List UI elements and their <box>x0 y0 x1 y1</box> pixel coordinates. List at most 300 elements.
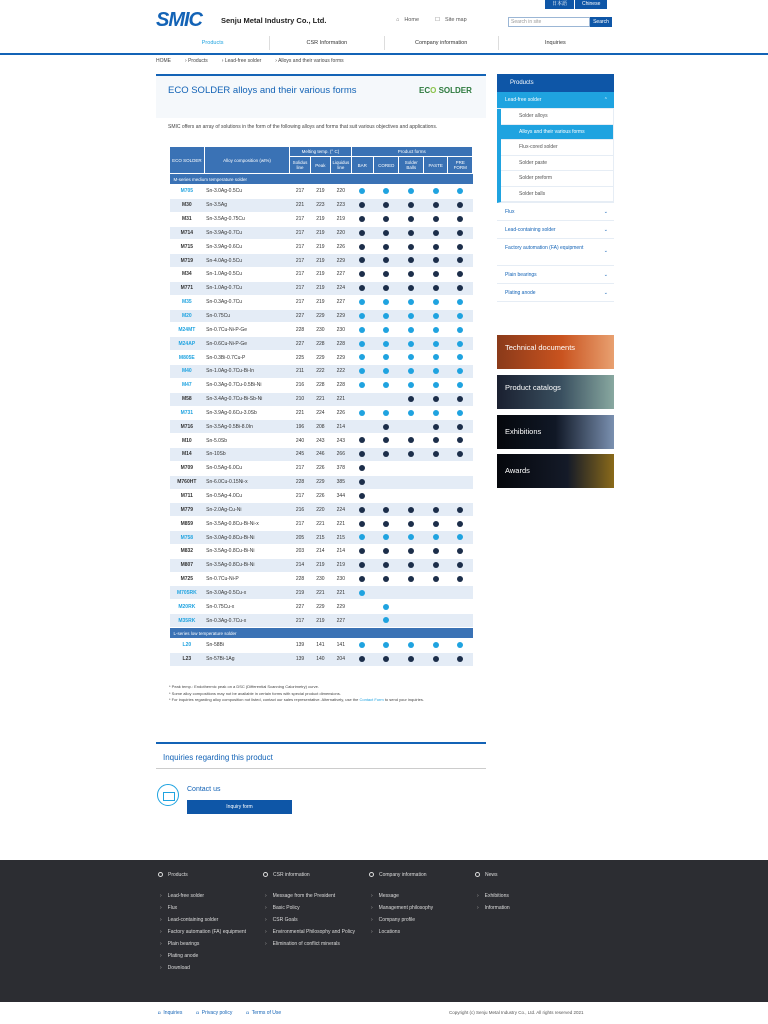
alloy-name[interactable]: M20 <box>170 309 205 323</box>
table-row <box>170 295 473 309</box>
form-cell <box>448 378 473 392</box>
availability-dot-icon <box>457 576 463 582</box>
table-row <box>170 281 473 295</box>
availability-dot-icon <box>408 548 414 554</box>
sidebar-item-flux-cored[interactable]: Flux-cored solder <box>501 140 613 156</box>
availability-dot-icon <box>457 534 463 540</box>
form-cell <box>351 517 373 531</box>
peak-value: 224 <box>310 406 330 420</box>
availability-dot-icon <box>408 354 414 360</box>
form-cell <box>448 254 473 268</box>
form-cell <box>373 337 398 351</box>
sitemap-icon: ☐ <box>435 17 440 23</box>
sidebar <box>497 74 614 475</box>
form-cell <box>448 351 473 365</box>
form-cell <box>351 378 373 392</box>
form-cell <box>373 434 398 448</box>
solidus-value: 217 <box>290 461 310 475</box>
table-row <box>170 517 473 531</box>
inquiry-heading-box <box>156 742 486 769</box>
sidebar-item-solder-balls[interactable]: Solder balls <box>501 187 613 203</box>
alloy-name[interactable]: M24AP <box>170 337 205 351</box>
mail-icon <box>157 784 179 806</box>
availability-dot-icon <box>408 244 414 250</box>
availability-dot-icon <box>457 437 463 443</box>
solidus-value: 196 <box>290 420 310 434</box>
form-cell <box>399 185 423 199</box>
alloy-composition: Sn-0.6Cu-Ni-P-Ge <box>204 337 290 351</box>
form-cell <box>423 652 447 666</box>
intro-text: SMIC offers an array of solutions in the form of the following alloys and forms that suit various objectives and applications. <box>168 124 438 130</box>
availability-dot-icon <box>433 656 439 662</box>
alloy-name[interactable]: M705RK <box>170 586 205 600</box>
form-cell <box>351 434 373 448</box>
page-title: ECO SOLDER alloys and their various forms <box>168 85 357 96</box>
table-row <box>170 586 473 600</box>
form-cell <box>399 600 423 614</box>
form-cell <box>373 614 398 628</box>
availability-dot-icon <box>359 451 365 457</box>
solidus-value: 228 <box>290 475 310 489</box>
form-cell <box>399 639 423 653</box>
search-button[interactable]: Search <box>590 17 612 27</box>
footer-link[interactable]: › Download <box>158 962 246 974</box>
availability-dot-icon <box>408 656 414 662</box>
chevron-down-icon: ⌄ <box>603 248 608 254</box>
peak-value: 229 <box>310 309 330 323</box>
form-cell <box>399 475 423 489</box>
availability-dot-icon <box>359 576 365 582</box>
bottom-link-privacy[interactable]: ◘ Privacy policy <box>196 1010 232 1016</box>
alloy-name: M771 <box>170 281 205 295</box>
form-cell <box>399 531 423 545</box>
alloy-name[interactable]: M47 <box>170 378 205 392</box>
footer-link[interactable]: › Lead-free solder <box>158 890 246 902</box>
peak-value: 246 <box>310 448 330 462</box>
liquidus-value: 378 <box>331 461 351 475</box>
solidus-value: 216 <box>290 503 310 517</box>
availability-dot-icon <box>433 216 439 222</box>
footer-link[interactable]: › Message from the President <box>263 890 355 902</box>
form-cell <box>448 406 473 420</box>
form-cell <box>423 434 447 448</box>
inquiry-heading: Inquiries regarding this product <box>163 753 273 762</box>
form-cell <box>448 614 473 628</box>
peak-value: 226 <box>310 461 330 475</box>
sitemap-link[interactable]: ☐ Site map <box>435 17 467 23</box>
solidus-value: 221 <box>290 198 310 212</box>
solidus-value: 139 <box>290 652 310 666</box>
form-cell <box>423 198 447 212</box>
availability-dot-icon <box>408 285 414 291</box>
lang-japanese-link[interactable]: 日本語 <box>545 0 575 9</box>
footer-link[interactable]: › Basic Policy <box>263 902 355 914</box>
form-cell <box>423 323 447 337</box>
alloy-name[interactable]: M40 <box>170 364 205 378</box>
sidebar-item-plating-anode[interactable]: Plating anode ⌄ <box>497 284 614 302</box>
availability-dot-icon <box>457 285 463 291</box>
solidus-value: 227 <box>290 337 310 351</box>
alloy-name[interactable]: M805E <box>170 351 205 365</box>
availability-dot-icon <box>408 396 414 402</box>
table-row <box>170 268 473 282</box>
footer-heading-company[interactable]: Company information <box>369 872 433 878</box>
availability-dot-icon <box>433 313 439 319</box>
form-cell <box>423 503 447 517</box>
form-cell <box>423 461 447 475</box>
availability-dot-icon <box>457 548 463 554</box>
footer-link[interactable]: › Factory automation (FA) equipment <box>158 926 246 938</box>
availability-dot-icon <box>457 271 463 277</box>
availability-dot-icon <box>408 257 414 263</box>
alloy-name: M832 <box>170 544 205 558</box>
availability-dot-icon <box>383 202 389 208</box>
availability-dot-icon <box>359 299 365 305</box>
availability-dot-icon <box>433 354 439 360</box>
availability-dot-icon <box>359 313 365 319</box>
availability-dot-icon <box>383 341 389 347</box>
form-cell <box>351 254 373 268</box>
alloy-table <box>169 146 473 667</box>
sidebar-item-lead-free[interactable]: Lead-free solder ⌃ <box>497 92 614 109</box>
form-cell <box>351 448 373 462</box>
form-cell <box>423 420 447 434</box>
availability-dot-icon <box>383 368 389 374</box>
sidebar-item-lead-containing[interactable]: Lead-containing solder ⌄ <box>497 221 614 239</box>
table-row <box>170 448 473 462</box>
table-row <box>170 337 473 351</box>
availability-dot-icon <box>383 230 389 236</box>
availability-dot-icon <box>359 257 365 263</box>
nav-csr[interactable]: CSR Information <box>270 36 384 50</box>
form-cell <box>448 198 473 212</box>
availability-dot-icon <box>359 285 365 291</box>
alloy-name: M779 <box>170 503 205 517</box>
header-melt: Melting temp. (° C) <box>290 147 351 157</box>
alloy-name: M716 <box>170 420 205 434</box>
form-cell <box>448 503 473 517</box>
nav-divider <box>0 53 768 55</box>
availability-dot-icon <box>359 437 365 443</box>
alloy-name[interactable]: M24MT <box>170 323 205 337</box>
form-cell <box>399 558 423 572</box>
form-cell <box>373 544 398 558</box>
form-cell <box>448 652 473 666</box>
availability-dot-icon <box>433 271 439 277</box>
form-cell <box>423 281 447 295</box>
alloy-composition: Sn-58Bi <box>204 639 290 653</box>
availability-dot-icon <box>383 216 389 222</box>
footer-link[interactable]: › Management philosophy <box>369 902 433 914</box>
sidebar-item-plain-bearings[interactable]: Plain bearings ⌄ <box>497 266 614 284</box>
alloy-name[interactable]: M20RK <box>170 600 205 614</box>
peak-value: 219 <box>310 295 330 309</box>
liquidus-value: 385 <box>331 475 351 489</box>
header-balls: Solder Balls <box>399 157 423 174</box>
banner-exhibitions[interactable]: Exhibitions <box>497 415 614 449</box>
solidus-value: 217 <box>290 614 310 628</box>
bottom-link-inquiries[interactable]: ◘ Inquiries <box>158 1010 182 1016</box>
form-cell <box>423 614 447 628</box>
table-row <box>170 600 473 614</box>
availability-dot-icon <box>383 244 389 250</box>
availability-dot-icon <box>359 534 365 540</box>
form-cell <box>351 268 373 282</box>
form-cell <box>448 600 473 614</box>
solidus-value: 217 <box>290 240 310 254</box>
table-row <box>170 434 473 448</box>
footer-link[interactable]: › Elimination of conflict minerals <box>263 938 355 950</box>
availability-dot-icon <box>457 656 463 662</box>
table-row <box>170 489 473 503</box>
alloy-composition: Sn-3.5Ag-0.8Cu-Bi-Ni <box>204 558 290 572</box>
form-cell <box>373 448 398 462</box>
sidebar-item-solder-preform[interactable]: Solder preform <box>501 171 613 187</box>
availability-dot-icon <box>433 396 439 402</box>
header-alloy: Alloy composition (wt%) <box>204 147 290 174</box>
breadcrumb-lead-free[interactable]: › Lead-free solder <box>221 58 262 64</box>
form-cell <box>448 226 473 240</box>
peak-value: 220 <box>310 503 330 517</box>
peak-value: 223 <box>310 198 330 212</box>
footer-link[interactable]: › Message <box>369 890 433 902</box>
alloy-composition: Sn-3.9Ag-0.6Cu <box>204 240 290 254</box>
form-cell <box>423 544 447 558</box>
liquidus-value: 229 <box>331 254 351 268</box>
solidus-value: 240 <box>290 434 310 448</box>
footer-link[interactable]: › Locations <box>369 926 433 938</box>
solidus-value: 217 <box>290 185 310 199</box>
table-row <box>170 254 473 268</box>
nav-company[interactable]: Company information <box>385 36 499 50</box>
form-cell <box>351 475 373 489</box>
solidus-value: 214 <box>290 558 310 572</box>
availability-dot-icon <box>383 656 389 662</box>
availability-dot-icon <box>408 410 414 416</box>
availability-dot-icon <box>457 299 463 305</box>
table-row <box>170 544 473 558</box>
footer-col-csr <box>263 872 355 950</box>
alloy-name[interactable]: M35 <box>170 295 205 309</box>
availability-dot-icon <box>457 507 463 513</box>
form-cell <box>373 586 398 600</box>
alloy-name[interactable]: M731 <box>170 406 205 420</box>
table-section-row <box>170 628 473 639</box>
availability-dot-icon <box>359 479 365 485</box>
footer-col-news <box>475 872 510 914</box>
form-cell <box>423 268 447 282</box>
sidebar-item-flux[interactable]: Flux ⌄ <box>497 203 614 221</box>
form-cell <box>423 600 447 614</box>
breadcrumb-home[interactable]: HOME <box>156 58 171 64</box>
footer-link[interactable]: › Plating anode <box>158 950 246 962</box>
inquiry-form-button[interactable]: Inquiry form <box>187 800 292 814</box>
eco-solder-logo: ECO SOLDER <box>419 86 472 95</box>
peak-value: 228 <box>310 337 330 351</box>
alloy-name[interactable]: L20 <box>170 639 205 653</box>
alloy-name: M34 <box>170 268 205 282</box>
alloy-name[interactable]: M35RK <box>170 614 205 628</box>
availability-dot-icon <box>408 642 414 648</box>
smic-logo[interactable]: SMIC <box>156 9 202 31</box>
form-cell <box>399 295 423 309</box>
sidebar-item-solder-paste[interactable]: Solder paste <box>501 156 613 172</box>
liquidus-value: 226 <box>331 406 351 420</box>
form-cell <box>351 614 373 628</box>
form-cell <box>351 531 373 545</box>
alloy-name: M715 <box>170 240 205 254</box>
form-cell <box>399 420 423 434</box>
availability-dot-icon <box>383 562 389 568</box>
table-row <box>170 198 473 212</box>
footer-link[interactable]: › Flux <box>158 902 246 914</box>
form-cell <box>373 254 398 268</box>
breadcrumb-products[interactable]: › Products <box>185 58 208 64</box>
availability-dot-icon <box>408 202 414 208</box>
form-cell <box>399 309 423 323</box>
availability-dot-icon <box>457 230 463 236</box>
availability-dot-icon <box>433 341 439 347</box>
peak-value: 229 <box>310 600 330 614</box>
table-row <box>170 309 473 323</box>
alloy-composition: Sn-6.0Cu-0.15Ni-x <box>204 475 290 489</box>
liquidus-value: 224 <box>331 281 351 295</box>
header-eco: ECO SOLDER <box>170 147 205 174</box>
form-cell <box>448 544 473 558</box>
form-cell <box>448 392 473 406</box>
nav-inquiries[interactable]: Inquiries <box>544 40 566 46</box>
form-cell <box>423 295 447 309</box>
footer-heading-news[interactable]: News <box>475 872 510 878</box>
availability-dot-icon <box>408 521 414 527</box>
liquidus-value: 220 <box>331 226 351 240</box>
availability-dot-icon <box>408 341 414 347</box>
alloy-composition: Sn-0.3Bi-0.7Cu-P <box>204 351 290 365</box>
contact-label: Contact us <box>187 786 221 793</box>
form-cell <box>351 212 373 226</box>
banner-awards[interactable]: Awards <box>497 454 614 488</box>
form-cell <box>373 198 398 212</box>
availability-dot-icon <box>359 521 365 527</box>
alloy-composition: Sn-3.5Ag-0.8Cu-Bi-Ni <box>204 544 290 558</box>
solidus-value: 227 <box>290 309 310 323</box>
alloy-composition: Sn-4.0Ag-0.5Cu <box>204 254 290 268</box>
footer-link[interactable]: › Exhibitions <box>475 890 510 902</box>
form-cell <box>423 489 447 503</box>
form-cell <box>399 323 423 337</box>
footer-col-products <box>158 872 246 974</box>
form-cell <box>351 420 373 434</box>
alloy-name[interactable]: M705 <box>170 185 205 199</box>
availability-dot-icon <box>433 642 439 648</box>
form-cell <box>448 185 473 199</box>
alloy-composition: Sn-3.0Ag-0.5Cu-x <box>204 586 290 600</box>
form-cell <box>373 309 398 323</box>
footer-heading-csr[interactable]: CSR information <box>263 872 355 878</box>
availability-dot-icon <box>359 354 365 360</box>
alloy-composition: Sn-0.7Cu-Ni-P <box>204 572 290 586</box>
availability-dot-icon <box>359 507 365 513</box>
form-cell <box>351 503 373 517</box>
form-cell <box>373 652 398 666</box>
peak-value: 221 <box>310 392 330 406</box>
search-input[interactable]: Search in site <box>508 17 590 27</box>
availability-dot-icon <box>383 271 389 277</box>
solidus-value: 211 <box>290 364 310 378</box>
form-cell <box>399 517 423 531</box>
peak-value: 219 <box>310 212 330 226</box>
availability-dot-icon <box>383 299 389 305</box>
alloy-name: M807 <box>170 558 205 572</box>
lang-chinese-link[interactable]: Chinese <box>575 0 608 9</box>
solidus-value: 245 <box>290 448 310 462</box>
footer-link[interactable]: › Lead-containing solder <box>158 914 246 926</box>
form-cell <box>423 226 447 240</box>
availability-dot-icon <box>383 437 389 443</box>
global-nav <box>156 36 612 50</box>
footer-heading-products[interactable]: Products <box>158 872 246 878</box>
section-label: L-series low temperature solder <box>170 628 473 639</box>
table-row <box>170 392 473 406</box>
liquidus-value: 243 <box>331 434 351 448</box>
peak-value: 243 <box>310 434 330 448</box>
footer-link[interactable]: › Information <box>475 902 510 914</box>
home-link[interactable]: ⌂ Home <box>396 17 419 23</box>
banner-product-catalogs[interactable]: Product catalogs <box>497 375 614 409</box>
footer-link[interactable]: › Plain bearings <box>158 938 246 950</box>
availability-dot-icon <box>433 410 439 416</box>
contact-form-link[interactable]: Contact Form <box>359 697 384 702</box>
form-cell <box>423 309 447 323</box>
nav-products[interactable]: Products <box>156 36 270 50</box>
form-cell <box>448 309 473 323</box>
sidebar-item-fa-equipment[interactable]: Factory automation (FA) equipment ⌄ <box>497 239 614 266</box>
footer-link[interactable]: › Environmental Philosophy and Policy <box>263 926 355 938</box>
sidebar-item-solder-alloys[interactable]: Solder alloys <box>501 109 613 125</box>
alloy-name[interactable]: M758 <box>170 531 205 545</box>
form-cell <box>373 503 398 517</box>
sidebar-item-alloys-forms[interactable]: Alloys and their various forms <box>501 125 613 141</box>
form-cell <box>373 392 398 406</box>
availability-dot-icon <box>457 313 463 319</box>
banner-technical-documents[interactable]: Technical documents <box>497 335 614 369</box>
peak-value: 219 <box>310 268 330 282</box>
bottom-link-terms[interactable]: ◘ Terms of Use <box>246 1010 281 1016</box>
liquidus-value: 141 <box>331 639 351 653</box>
liquidus-value: 228 <box>331 337 351 351</box>
form-cell <box>351 281 373 295</box>
footer-link[interactable]: › Company profile <box>369 914 433 926</box>
form-cell <box>399 240 423 254</box>
liquidus-value: 226 <box>331 240 351 254</box>
table-row <box>170 406 473 420</box>
table-notes <box>169 684 479 704</box>
footer-link[interactable]: › CSR Goals <box>263 914 355 926</box>
alloy-name: M725 <box>170 572 205 586</box>
header-cored: CORED <box>373 157 398 174</box>
availability-dot-icon <box>433 562 439 568</box>
sidebar-header: Products <box>497 74 614 92</box>
availability-dot-icon <box>359 341 365 347</box>
header-solidus: Solidus line <box>290 157 310 174</box>
form-cell <box>351 406 373 420</box>
alloy-composition: Sn-0.3Ag-0.7Cu-0.5Bi-Ni <box>204 378 290 392</box>
availability-dot-icon <box>359 271 365 277</box>
alloy-name: M58 <box>170 392 205 406</box>
table-row <box>170 378 473 392</box>
solidus-value: 217 <box>290 212 310 226</box>
availability-dot-icon <box>433 534 439 540</box>
